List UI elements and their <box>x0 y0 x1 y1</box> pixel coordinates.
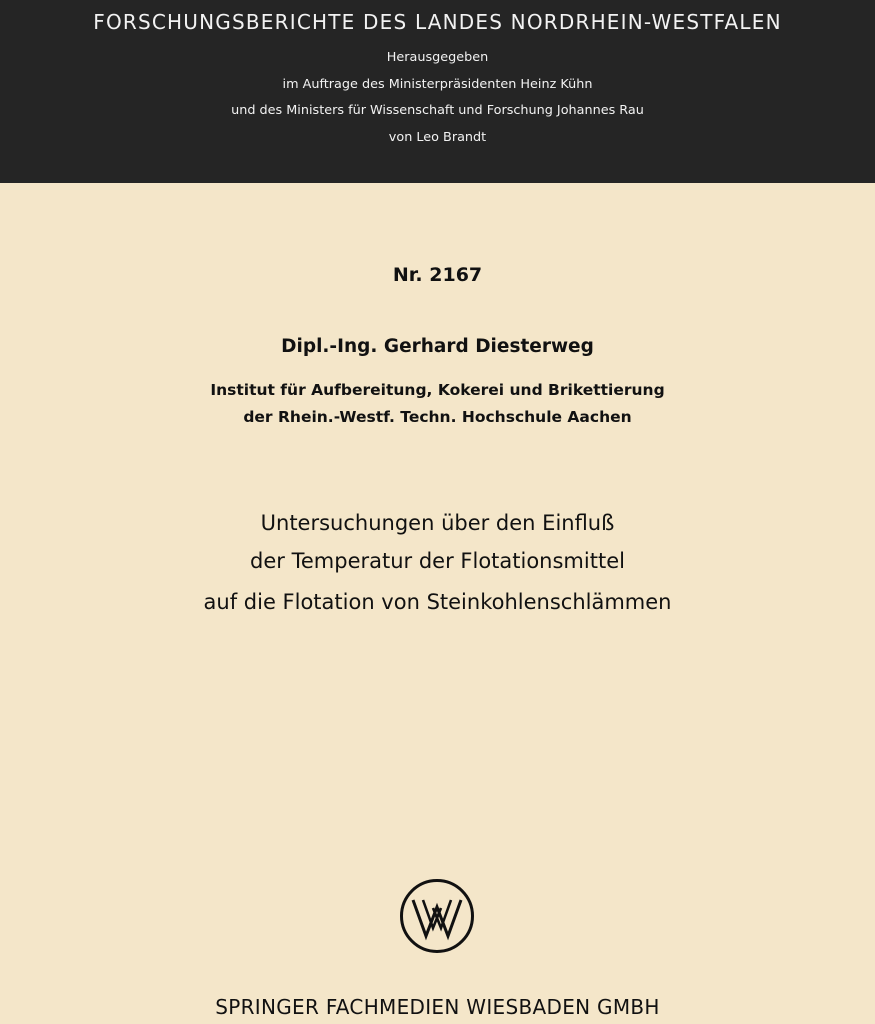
report-title-line-1: Untersuchungen über den Einfluß <box>260 511 615 535</box>
editor-line-herausgegeben: Herausgegeben <box>386 50 489 65</box>
series-header-band <box>0 0 875 183</box>
institute-line-1: Institut für Aufbereitung, Kokerei und Brikettierung <box>210 381 665 399</box>
report-number: Nr. 2167 <box>392 264 483 286</box>
series-title: FORSCHUNGSBERICHTE DES LANDES NORDRHEIN-WESTFALEN <box>93 10 782 34</box>
editor-line-leo-brandt: von Leo Brandt <box>388 130 487 145</box>
editor-line-minister-science: und des Ministers für Wissenschaft und Forschung Johannes Rau <box>231 103 644 118</box>
publisher-vw-logo-icon <box>397 876 477 956</box>
institute-line-2: der Rhein.-Westf. Techn. Hochschule Aachen <box>243 408 632 426</box>
report-title-line-3: auf die Flotation von Steinkohlenschlämmen <box>203 590 672 614</box>
author-name: Dipl.-Ing. Gerhard Diesterweg <box>281 336 594 357</box>
editor-line-minister-president: im Auftrage des Ministerpräsidenten Heinz Kühn <box>282 77 593 92</box>
report-title-line-2: der Temperatur der Flotationsmittel <box>250 549 625 573</box>
publisher-name: SPRINGER FACHMEDIEN WIESBADEN GMBH <box>215 995 660 1019</box>
